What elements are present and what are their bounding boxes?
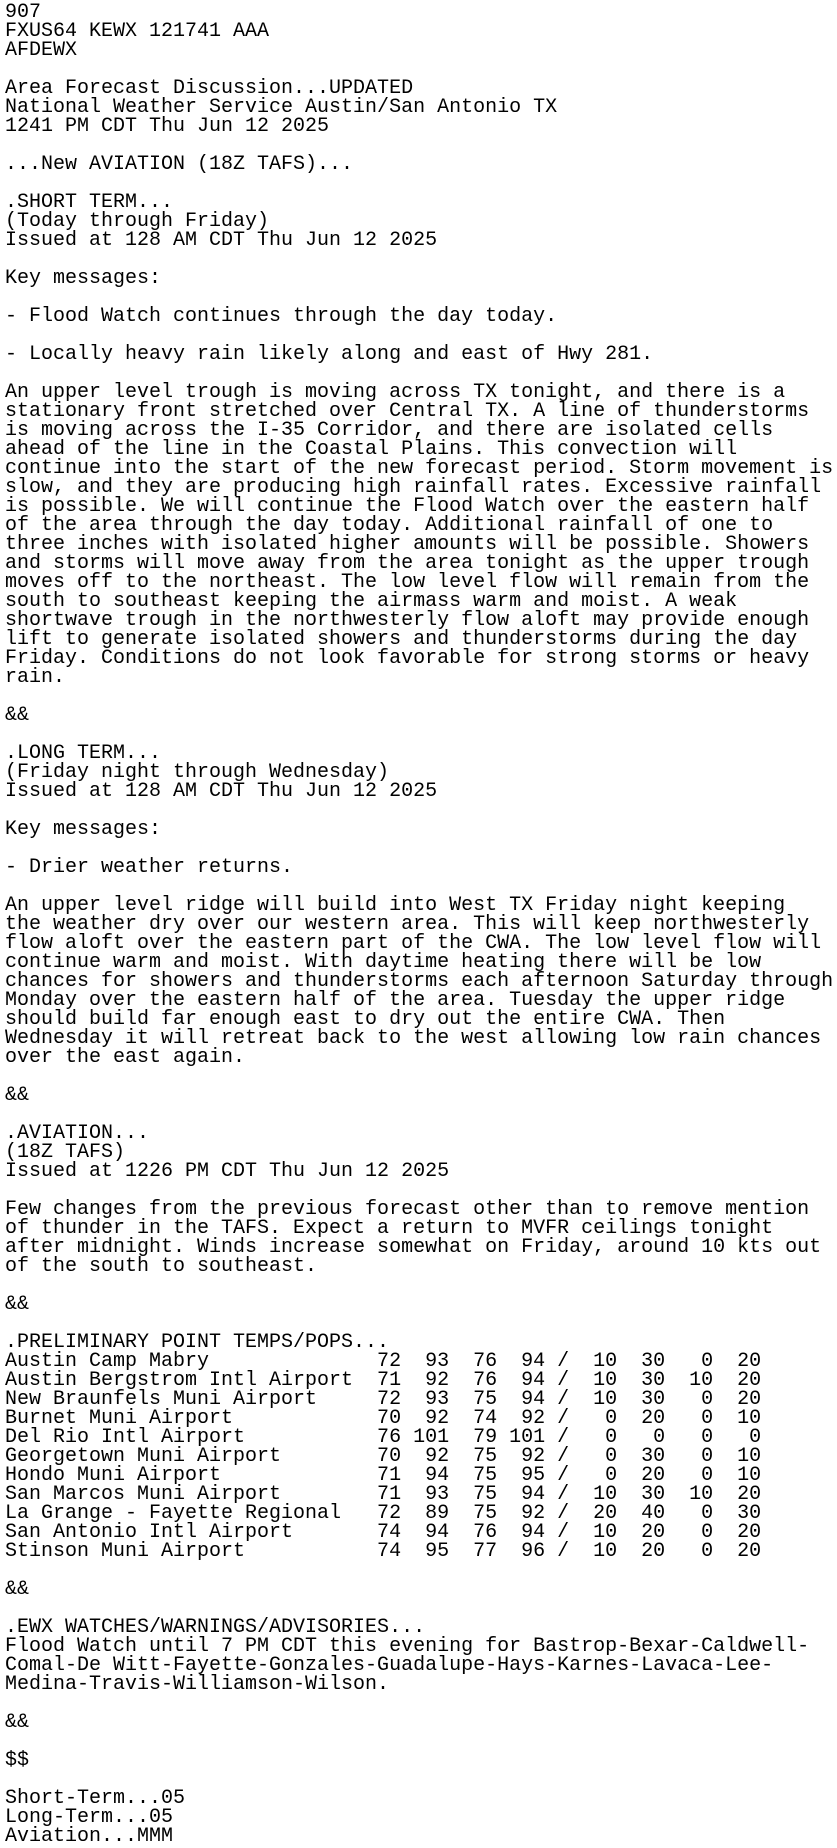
short-term-author: Short-Term...05 [5,1787,186,1810]
long-term-key-message: - Drier weather returns. [5,856,294,879]
point-temps-row: La Grange - Fayette Regional 72 89 75 92 / 20 40 0 30 [5,1502,762,1525]
point-temps-row: Hondo Muni Airport 71 94 75 95 / 0 20 0 10 [5,1464,762,1487]
point-temps-row: Stinson Muni Airport 74 95 77 96 / 10 20 0 20 [5,1540,762,1563]
section-end-marker: && [5,1084,30,1107]
point-temps-row: San Marcos Muni Airport 71 93 75 94 / 10 30 10 20 [5,1483,762,1506]
point-temps-row: Georgetown Muni Airport 70 92 75 92 / 0 30 0 10 [5,1445,762,1468]
point-temps-row: Austin Camp Mabry 72 93 76 94 / 10 30 0 20 [5,1350,762,1373]
short-term-period: (Today through Friday) [5,210,270,233]
short-term-key-messages-label: Key messages: [5,267,162,290]
long-term-body: An upper level ridge will build into West TX Friday night keeping the weather dry over our western area. This will keep northwesterly flow aloft over the eastern part of the CWA. The low level flow will continue warm and moist. With daytime heating there will be low chances for showers and thunderstorms each afternoon Saturday through Monday over the eastern half of the area. Tuesday the upper ridge should build far enough east to dry out the entire CWA. Then Wednesday it will retreat back to the west allowing low rain chances over the east again. [5,894,834,1069]
short-term-issued: Issued at 128 AM CDT Thu Jun 12 2025 [5,229,438,252]
product-number: 907 [5,1,42,24]
short-term-key-message: - Flood Watch continues through the day today. [5,305,558,328]
point-temps-row: Austin Bergstrom Intl Airport 71 92 76 94 / 10 30 10 20 [5,1369,762,1392]
aviation-issued: Issued at 1226 PM CDT Thu Jun 12 2025 [5,1160,450,1183]
aviation-body: Few changes from the previous forecast other than to remove mention of thunder in the TAFS. Expect a return to MVFR ceilings tonight after midnight. Winds increase somewhat on Friday, around 10 kts out of the south to southeast. [5,1198,822,1278]
watches-heading: .EWX WATCHES/WARNINGS/ADVISORIES... [5,1616,426,1639]
long-term-author: Long-Term...05 [5,1806,174,1829]
long-term-issued: Issued at 128 AM CDT Thu Jun 12 2025 [5,780,438,803]
point-temps-heading: .PRELIMINARY POINT TEMPS/POPS... [5,1331,390,1354]
section-end-marker: && [5,704,30,727]
long-term-heading: .LONG TERM... [5,742,162,765]
update-note: ...New AVIATION (18Z TAFS)... [5,153,354,176]
aviation-period: (18Z TAFS) [5,1141,126,1164]
point-temps-row: New Braunfels Muni Airport 72 93 75 94 / 10 30 0 20 [5,1388,762,1411]
short-term-key-message: - Locally heavy rain likely along and east of Hwy 281. [5,343,654,366]
point-temps-row: Burnet Muni Airport 70 92 74 92 / 0 20 0 10 [5,1407,762,1430]
point-temps-row: San Antonio Intl Airport 74 94 76 94 / 10 20 0 20 [5,1521,762,1544]
aviation-author: Aviation...MMM [5,1825,174,1848]
product-title: Area Forecast Discussion...UPDATED [5,77,414,100]
product-terminator: $$ [5,1749,30,1772]
issue-time: 1241 PM CDT Thu Jun 12 2025 [5,115,330,138]
short-term-body: An upper level trough is moving across TX tonight, and there is a stationary front stretched over Central TX. A line of thunderstorms is moving across the I-35 Corridor, and there are isolated cells ahead of the line in the Coastal Plains. This convection will continue into the start of the new forecast period. Storm movement is slow, and they are producing high rainfall rates. Excessive rainfall is possible. We will continue the Flood Watch over the eastern half of the area through the day today. Additional rainfall of one to three inches with isolated higher amounts will be possible. Showers and storms will move away from the area tonight as the upper trough moves off to the northeast. The low level flow will remain from the south to southeast keeping the airmass warm and moist. A weak shortwave trough in the northwesterly flow aloft may provide enough lift to generate isolated showers and thunderstorms during the day Friday. Conditions do not look favorable for strong storms or heavy rain. [5,381,834,689]
short-term-heading: .SHORT TERM... [5,191,174,214]
aviation-heading: .AVIATION... [5,1122,150,1145]
long-term-period: (Friday night through Wednesday) [5,761,390,784]
section-end-marker: && [5,1578,30,1601]
point-temps-row: Del Rio Intl Airport 76 101 79 101 / 0 0 0 0 [5,1426,762,1449]
wmo-header: FXUS64 KEWX 121741 AAA [5,20,270,43]
section-end-marker: && [5,1711,30,1734]
long-term-key-messages-label: Key messages: [5,818,162,841]
watches-body: Flood Watch until 7 PM CDT this evening for Bastrop-Bexar-Caldwell- Comal-De Witt-Fayette-Gonzales-Guadalupe-Hays-Karnes-Lavaca-Lee- Medina-Travis-Williamson-Wilson. [5,1635,810,1696]
issuing-office: National Weather Service Austin/San Antonio TX [5,96,558,119]
awips-id: AFDEWX [5,39,78,62]
section-end-marker: && [5,1293,30,1316]
